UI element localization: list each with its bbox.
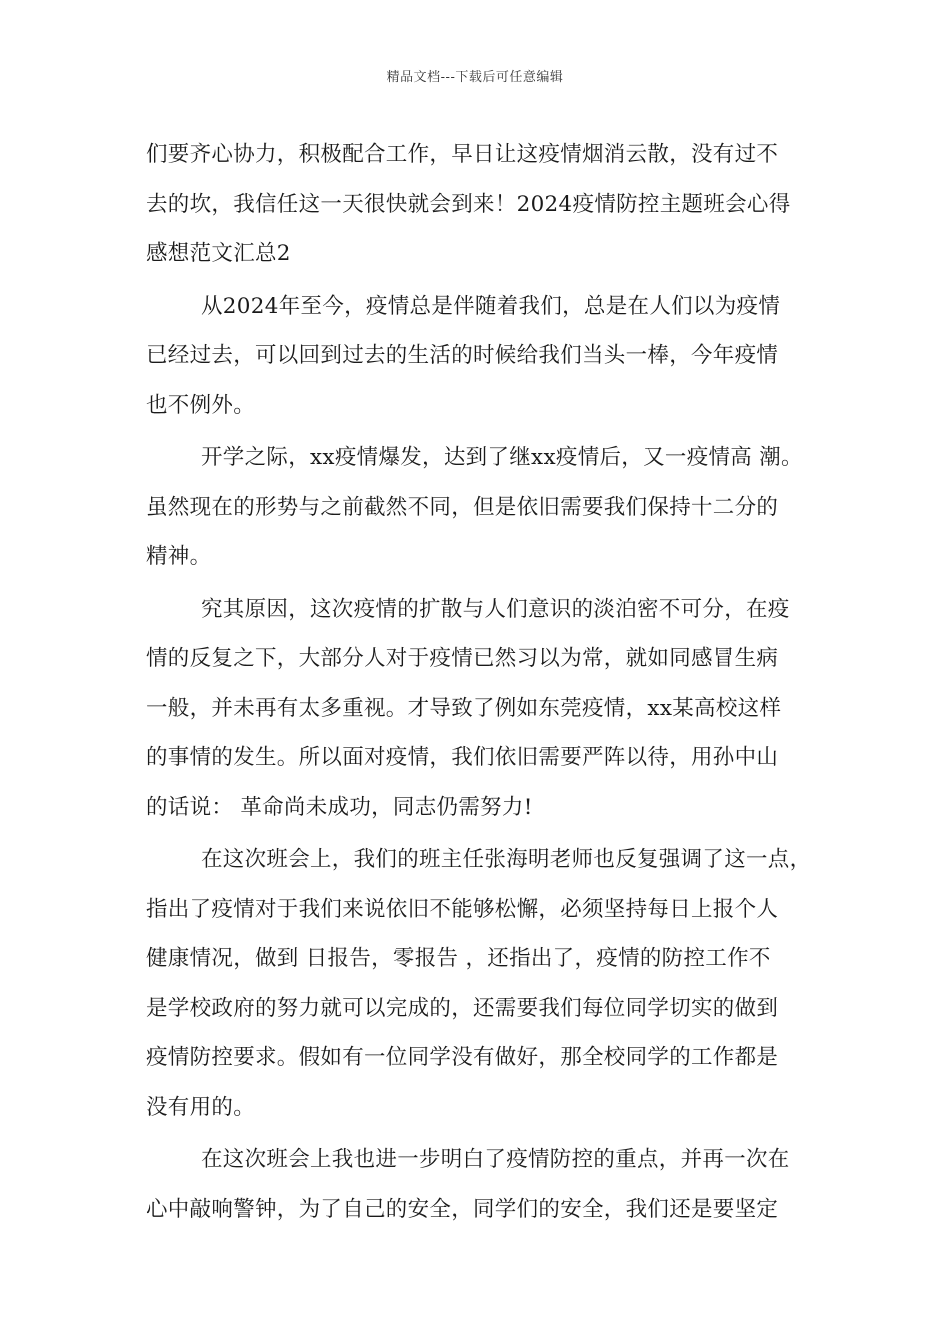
text-line: 去的坎，我信任这一天很快就会到来！2024疫情防控主题班会心得 <box>146 191 791 217</box>
text-line: 疫情防控要求。假如有一位同学没有做好，那全校同学的工作都是 <box>146 1045 779 1070</box>
text-line: 没有用的。 <box>146 1094 256 1120</box>
text-line: 们要齐心协力，积极配合工作，早日让这疫情烟消云散，没有过不 <box>146 142 779 167</box>
text-line: 也不例外。 <box>146 392 256 418</box>
text-line: 一般，并未再有太多重视。才导致了例如东莞疫情，xx某高校这样 <box>146 695 782 721</box>
page-header: 精品文档---下载后可任意编辑 <box>386 70 564 85</box>
text-line: 从2024年至今，疫情总是伴随着我们，总是在人们以为疫情 <box>201 293 781 319</box>
text-line: 在这次班会上我也进一步明白了疫情防控的重点，并再一次在 <box>201 1147 790 1172</box>
paragraph <box>146 433 822 582</box>
paragraph <box>146 585 822 833</box>
text-line: 的事情的发生。所以面对疫情，我们依旧需要严阵以待，用孙中山 <box>146 745 779 770</box>
paragraph <box>146 1135 822 1234</box>
text-line: 情的反复之下，大部分人对于疫情已然习以为常，就如同感冒生病 <box>146 646 779 671</box>
paragraph <box>146 130 822 279</box>
text-line: 健康情况，做到 日报告，零报告 ，还指出了，疫情的防控工作不 <box>146 946 771 971</box>
text-line: 指出了疫情对于我们来说依旧不能够松懈，必须坚持每日上报个人 <box>146 896 779 922</box>
text-line: 已经过去，可以回到过去的生活的时候给我们当头一棒，今年疫情 <box>146 343 779 368</box>
text-line: 的话说： 革命尚未成功，同志仍需努力! <box>146 794 533 820</box>
document-body <box>146 130 822 1234</box>
text-line: 在这次班会上，我们的班主任张海明老师也反复强调了这一点， <box>201 847 812 872</box>
text-line: 心中敲响警钟，为了自己的安全，同学们的安全，我们还是要坚定 <box>146 1196 779 1222</box>
paragraph <box>146 835 822 1132</box>
text-line: 开学之际，xx疫情爆发，达到了继xx疫情后，又一疫情高 潮。 <box>201 445 803 470</box>
text-line: 感想范文汇总2 <box>146 241 291 266</box>
text-line: 是学校政府的努力就可以完成的，还需要我们每位同学切实的做到 <box>146 995 779 1021</box>
text-line: 精神。 <box>146 544 212 569</box>
text-line: 究其原因，这次疫情的扩散与人们意识的淡泊密不可分，在疫 <box>201 596 790 622</box>
text-line: 虽然现在的形势与之前截然不同，但是依旧需要我们保持十二分的 <box>146 494 779 520</box>
paragraph <box>146 282 822 431</box>
